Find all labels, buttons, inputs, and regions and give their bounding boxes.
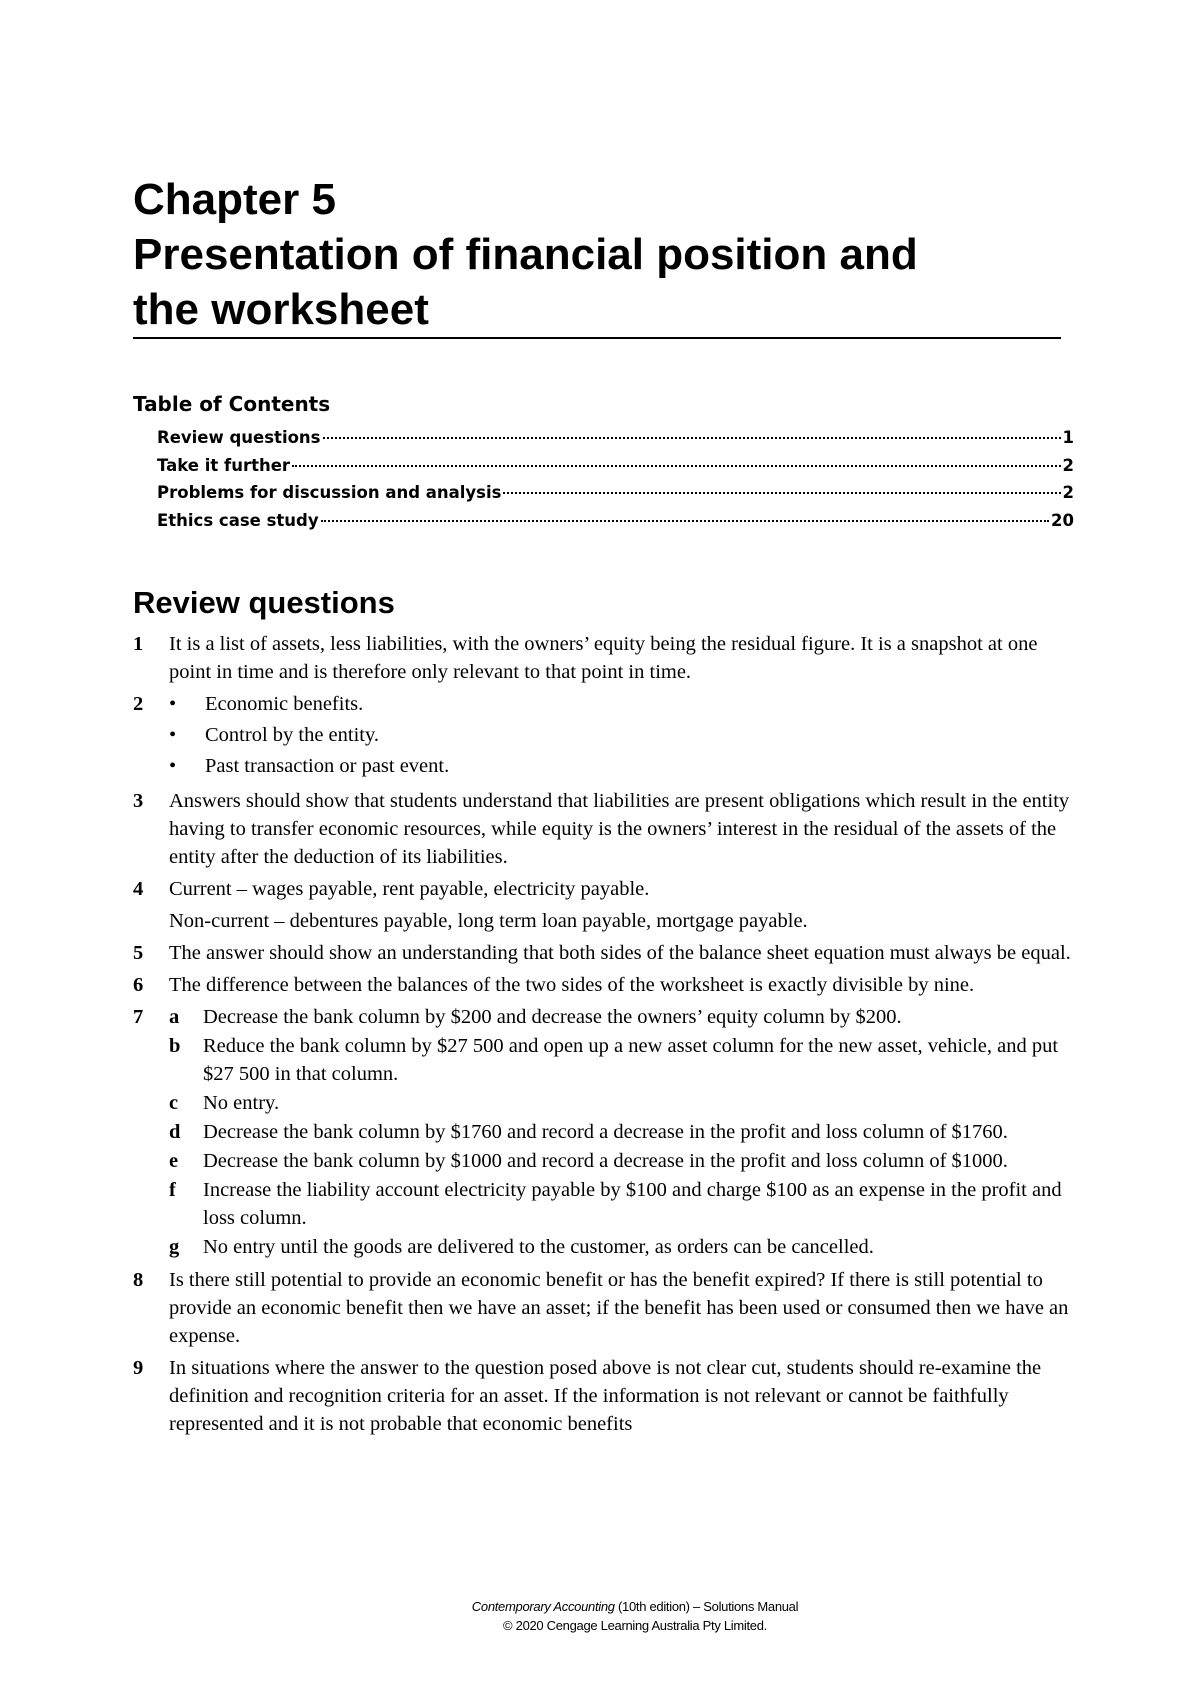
answer-text: Is there still potential to provide an economic benefit or has the benefit expired? If there is still potential to provide an economic benefit then we have an asset; if the benefit has been used or consumed then we have an expense. [169, 1269, 1069, 1347]
question-number: 4 [133, 878, 144, 900]
toc-entry-page: 20 [1051, 510, 1074, 530]
toc-dot-leader [503, 492, 1060, 494]
toc-entry-label: Review questions [157, 428, 321, 447]
toc-dot-leader [292, 465, 1060, 467]
toc-heading: Table of Contents [133, 392, 331, 416]
sub-answer-letter: f [169, 1179, 176, 1201]
answer-text: It is a list of assets, less liabilities, with the owners’ equity being the residual figure. It is a snapshot at one point in time and is therefore only relevant to that point in time. [169, 633, 1038, 683]
sub-answer [169, 1032, 1083, 1088]
table-of-contents [133, 390, 1074, 534]
chapter-title-line-2: the worksheet [133, 282, 1061, 339]
answer-text: Non-current – debentures payable, long term loan payable, mortgage payable. [169, 910, 808, 932]
question-6 [133, 971, 1083, 999]
question-9 [133, 1354, 1083, 1438]
sub-answer-text: Reduce the bank column by $27 500 and open up a new asset column for the new asset, vehicle, and put $27 500 in that column. [203, 1035, 1059, 1085]
toc-entry-page: 1 [1062, 428, 1074, 447]
toc-entry-problems[interactable] [157, 479, 1074, 507]
list-item-text: Economic benefits. [205, 693, 364, 715]
sub-answer-text: Decrease the bank column by $1000 and record a decrease in the profit and loss column of $1000. [203, 1150, 1008, 1172]
toc-entry-page: 2 [1062, 483, 1074, 502]
question-number: 6 [133, 974, 144, 996]
toc-entry-label: Problems for discussion and analysis [157, 483, 502, 502]
bullet-icon: • [169, 693, 177, 715]
bullet-icon: • [169, 724, 177, 746]
sub-answer-letter: a [169, 1006, 180, 1028]
sub-answer-letter: b [169, 1035, 181, 1057]
footer-copyright: © 2020 Cengage Learning Australia Pty Limited. [503, 1618, 767, 1633]
sub-answer-text: Decrease the bank column by $200 and decrease the owners’ equity column by $200. [203, 1006, 902, 1028]
question-2 [133, 690, 1083, 783]
list-item [169, 752, 1083, 780]
sub-answer-letter: e [169, 1150, 179, 1172]
toc-entry-label: Ethics case study [157, 510, 319, 530]
footer-edition: (10th edition) – Solutions Manual [614, 1599, 799, 1614]
question-number: 3 [133, 790, 144, 812]
sub-answer [169, 1003, 1083, 1031]
chapter-title [133, 172, 1061, 339]
question-5 [133, 939, 1083, 967]
question-number: 5 [133, 942, 144, 964]
toc-entry-review-questions[interactable] [157, 424, 1074, 452]
question-7 [133, 1003, 1083, 1262]
sub-answer-letter: g [169, 1236, 180, 1258]
page-footer [0, 1597, 1200, 1635]
toc-entry-take-it-further[interactable] [157, 452, 1074, 480]
question-number: 2 [133, 693, 144, 715]
answer-text: Answers should show that students understand that liabilities are present obligations which result in the entity having to transfer economic resources, while equity is the owners’ interest in the residual of the assets of the entity after the deduction of its liabilities. [169, 790, 1070, 868]
question-4 [133, 875, 1083, 935]
list-item-text: Past transaction or past event. [205, 755, 450, 777]
answer-body [169, 875, 1083, 935]
answer-body [169, 690, 1083, 783]
sub-answer-text: No entry. [203, 1092, 280, 1114]
sub-answer [169, 1176, 1083, 1232]
answer-text: In situations where the answer to the question posed above is not clear cut, students should re-examine the definition and recognition criteria for an asset. If the information is not relevant or cannot be faithfully represented and it is not probable that economic benefits [169, 1357, 1042, 1435]
sub-answer-text: No entry until the goods are delivered to the customer, as orders can be cancelled. [203, 1236, 874, 1258]
sub-answer-text: Increase the liability account electricity payable by $100 and charge $100 as an expense in the profit and loss column. [203, 1179, 1062, 1229]
bullet-icon: • [169, 755, 177, 777]
answer-text: The difference between the balances of the two sides of the worksheet is exactly divisible by nine. [169, 974, 975, 996]
footer-source [0, 1597, 1200, 1616]
question-1 [133, 630, 1083, 686]
toc-dot-leader [323, 437, 1061, 439]
list-item-text: Control by the entity. [205, 724, 380, 746]
review-questions-list [133, 630, 1083, 1442]
review-questions-heading: Review questions [133, 585, 395, 620]
toc-dot-leader [321, 520, 1049, 522]
toc-entry-label: Take it further [157, 455, 291, 475]
chapter-title-line-1: Presentation of financial position and [133, 230, 918, 279]
question-number: 9 [133, 1357, 144, 1379]
sub-answer-text: Decrease the bank column by $1760 and record a decrease in the profit and loss column of $1760. [203, 1121, 1008, 1143]
sub-answer-letter: c [169, 1092, 179, 1114]
list-item [169, 721, 1083, 749]
sub-answer [169, 1147, 1083, 1175]
answer-text: Current – wages payable, rent payable, electricity payable. [169, 878, 650, 900]
toc-entry-ethics-case-study[interactable] [157, 507, 1074, 535]
chapter-number: Chapter 5 [133, 175, 336, 224]
sub-answer [169, 1089, 1083, 1117]
list-item [169, 690, 1083, 718]
question-number: 7 [133, 1006, 144, 1028]
sub-answer [169, 1118, 1083, 1146]
question-number: 1 [133, 633, 144, 655]
sub-answer [169, 1233, 1083, 1261]
answer-body [169, 1003, 1083, 1262]
question-number: 8 [133, 1269, 144, 1291]
question-8 [133, 1266, 1083, 1350]
sub-answer-letter: d [169, 1121, 181, 1143]
answer-text: The answer should show an understanding that both sides of the balance sheet equation must always be equal. [169, 942, 1071, 964]
question-3 [133, 787, 1083, 871]
toc-entry-page: 2 [1062, 455, 1074, 475]
footer-book-title: Contemporary Accounting [471, 1599, 615, 1614]
